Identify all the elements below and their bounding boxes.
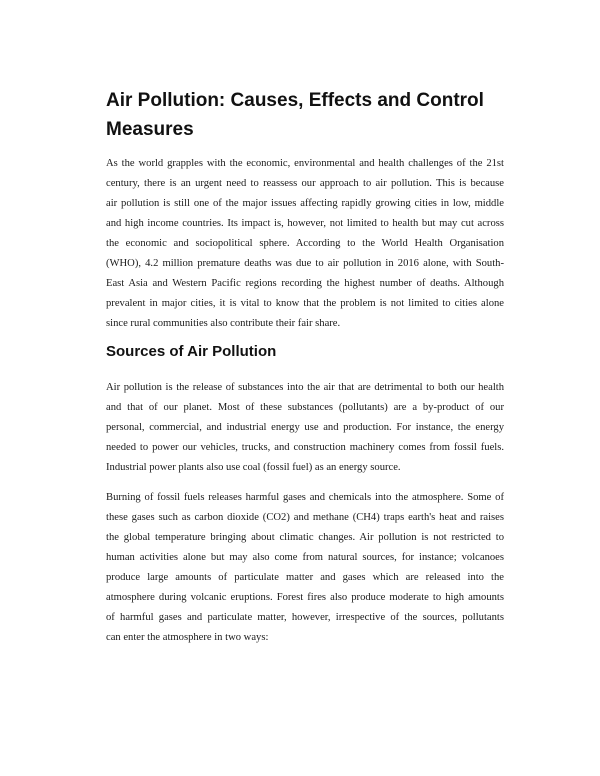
- text-line: the global temperature bringing about climatic changes. Air pollution is not restricted to: [106, 532, 504, 543]
- text-line: air pollution is still one of the major issues affecting rapidly growing cities in low, middle: [106, 198, 504, 209]
- text-line: human activities alone but may also come from natural sources, for instance; volcanoes: [106, 552, 504, 563]
- text-line: century, there is an urgent need to reassess our approach to air pollution. This is because: [106, 178, 504, 189]
- section-heading: Sources of Air Pollution: [106, 343, 277, 360]
- text-line: of harmful gases and particulate matter, however, irrespective of the sources, pollutants: [106, 612, 504, 623]
- intro-paragraph: [106, 154, 504, 334]
- text-line: personal, commercial, and industrial energy use and production. For instance, the energy: [106, 422, 504, 433]
- text-line: the economic and sociopolitical sphere. According to the World Health Organisation: [106, 238, 504, 249]
- text-line: needed to power our vehicles, trucks, and construction machinery comes from fossil fuels.: [106, 442, 504, 453]
- text-line: Burning of fossil fuels releases harmful gases and chemicals into the atmosphere. Some of: [106, 492, 504, 503]
- text-line: Air pollution is the release of substances into the air that are detrimental to both our health: [106, 382, 504, 393]
- text-line: these gases such as carbon dioxide (CO2) and methane (CH4) traps earth's heat and raises: [106, 512, 504, 523]
- section-paragraph: [106, 378, 504, 478]
- text-line: can enter the atmosphere in two ways:: [106, 632, 269, 643]
- section-paragraph: [106, 488, 504, 648]
- page-title: Air Pollution: Causes, Effects and Control Measures: [106, 90, 484, 140]
- text-line: prevalent in major cities, it is vital to know that the problem is not limited to cities alone: [106, 298, 504, 309]
- text-line: Industrial power plants also use coal (fossil fuel) as an energy source.: [106, 462, 401, 473]
- text-line: (WHO), 4.2 million premature deaths was due to air pollution in 2016 alone, with South-: [106, 258, 504, 269]
- text-line: East Asia and Western Pacific regions recording the highest number of deaths. Although: [106, 278, 504, 289]
- text-line: atmosphere during volcanic eruptions. Forest fires also produce moderate to high amounts: [106, 592, 504, 603]
- text-line: since rural communities also contribute their fair share.: [106, 318, 341, 329]
- text-line: and that of our planet. Most of these substances (pollutants) are a by-product of our: [106, 402, 504, 413]
- text-line: and high income countries. Its impact is, however, not limited to health but may cut across: [106, 218, 504, 229]
- text-line: As the world grapples with the economic, environmental and health challenges of the 21st: [106, 158, 504, 169]
- text-line: produce large amounts of particulate matter and gases which are released into the: [106, 572, 504, 583]
